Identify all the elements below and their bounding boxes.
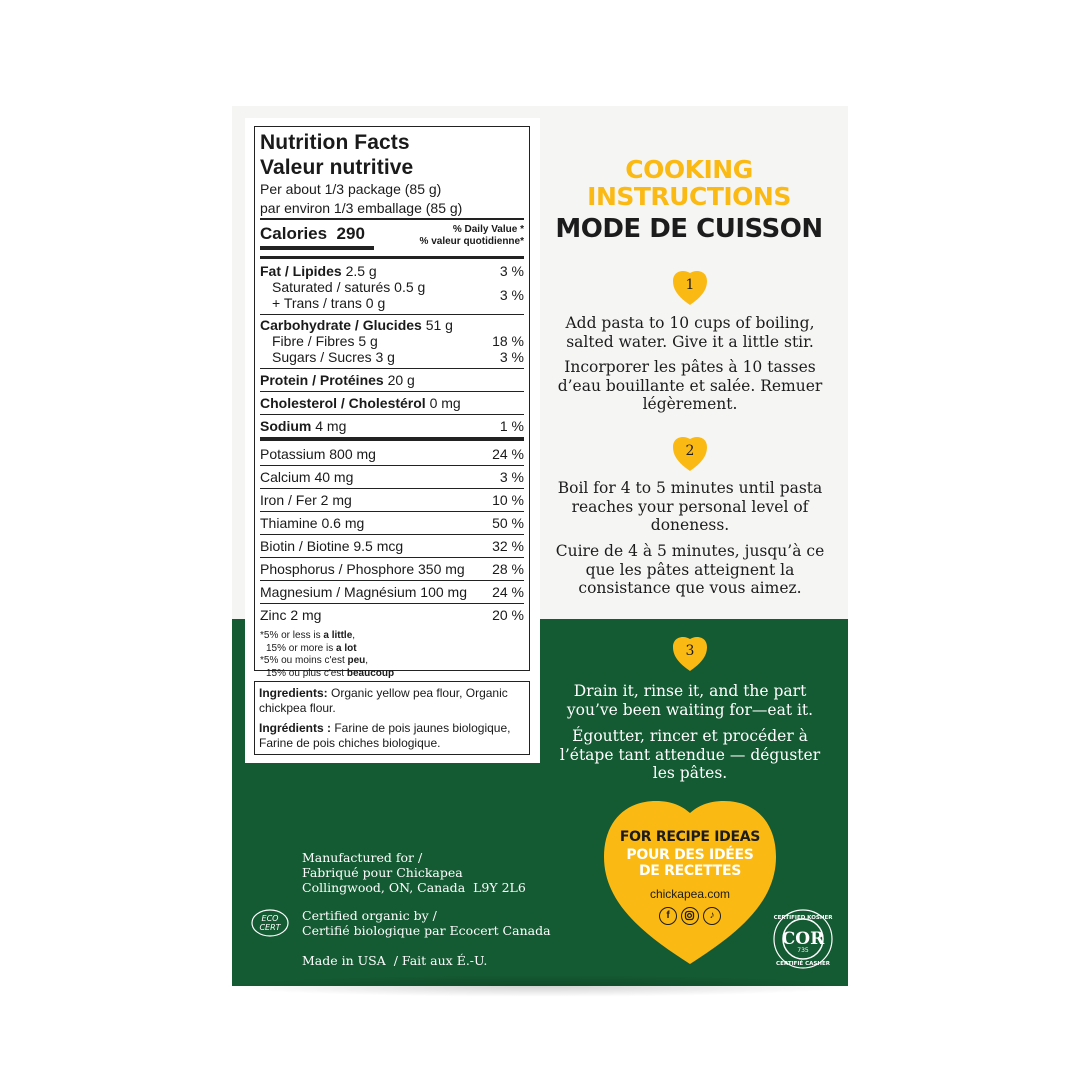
- footnote-bold: beaucoup: [346, 667, 395, 679]
- cooking-title-fr: MODE DE CUISSON: [555, 214, 823, 244]
- ingredients-fr-label: Ingrédients :: [259, 721, 332, 735]
- made-in: Made in USA / Fait aux É.-U.: [302, 953, 488, 968]
- daily-value-footnote: *5% or less is a little, 15% or more is a lot *5% ou moins c'est peu, 15% ou plus c'est beaucoup: [260, 630, 395, 679]
- fibre-label: Fibre / Fibres 5 g: [272, 333, 378, 349]
- sodium-row: [260, 415, 524, 441]
- cooking-instructions-title: [538, 156, 840, 244]
- carb-label: Carbohydrate / Glucides: [260, 317, 422, 333]
- daily-value-fr: % valeur quotidienne*: [419, 236, 524, 247]
- mineral-label: Zinc 2 mg: [260, 607, 322, 623]
- step-1-fr: Incorporer les pâtes à 10 tasses d’eau bouillante et salée. Remuer légèrement.: [557, 358, 823, 413]
- instagram-icon[interactable]: [681, 907, 699, 925]
- step-3-number: 3: [685, 643, 695, 659]
- step-1-en: Add pasta to 10 cups of boiling, salted water. Give it a little stir.: [565, 314, 815, 351]
- footnote-bold: a lot: [336, 642, 357, 654]
- mineral-row: [260, 512, 524, 535]
- ingredients-en-label: Ingredients:: [259, 686, 328, 700]
- fat-group: [260, 259, 524, 315]
- daily-value-header: [420, 224, 524, 248]
- mineral-pct: 24 %: [492, 446, 524, 462]
- ingredients-fr-text: Farine de pois jaunes biologique, Farine de pois chiches biologique.: [259, 721, 511, 750]
- certification-line: Certified organic by /: [302, 908, 437, 923]
- mineral-label: Potassium 800 mg: [260, 446, 376, 462]
- cholesterol-value: 0 mg: [429, 395, 461, 411]
- recipe-line-en: FOR RECIPE IDEAS: [619, 829, 761, 845]
- manufacturer-line: Manufactured for /: [302, 850, 423, 865]
- sugars-row: [260, 349, 524, 365]
- svg-text:ECO: ECO: [261, 914, 279, 923]
- calories-row: [260, 220, 524, 256]
- ingredients-en: [259, 686, 525, 716]
- step-3-en: Drain it, rinse it, and the part you’ve been waiting for—eat it.: [566, 682, 814, 719]
- nutrition-title-en: Nutrition Facts: [260, 131, 410, 154]
- footnote-bold: peu: [347, 655, 366, 666]
- sodium-pct: 1 %: [499, 418, 524, 434]
- organic-certification: [302, 908, 551, 938]
- step-2-number: 2: [685, 443, 695, 459]
- mineral-pct: 50 %: [492, 515, 524, 531]
- package-back-panel: [232, 106, 848, 986]
- facebook-icon[interactable]: f: [659, 907, 677, 925]
- fat-label: Fat / Lipides: [260, 263, 342, 279]
- website-link[interactable]: chickapea.com: [649, 887, 731, 901]
- protein-value: 20 g: [387, 372, 415, 388]
- fibre-pct: 18 %: [492, 333, 524, 349]
- svg-text:CERT: CERT: [259, 923, 281, 932]
- serving-size-fr: par environ 1/3 emballage (85 g): [260, 200, 463, 216]
- recipe-line-fr-2: DE RECETTES: [638, 863, 741, 879]
- fat-pct: 3 %: [499, 263, 524, 279]
- mineral-row: [260, 535, 524, 558]
- fat-row: [260, 263, 524, 279]
- mineral-pct: 10 %: [492, 492, 524, 508]
- mineral-label: Thiamine 0.6 mg: [260, 515, 365, 531]
- cooking-title-en-2: INSTRUCTIONS: [587, 182, 791, 211]
- svg-text:CERTIFIED KOSHER: CERTIFIED KOSHER: [773, 915, 833, 921]
- trans-row: [260, 295, 425, 311]
- mineral-pct: 28 %: [492, 561, 524, 577]
- ingredients-fr: [259, 721, 525, 751]
- tiktok-icon[interactable]: ♪: [703, 907, 721, 925]
- step-2-en: Boil for 4 to 5 minutes until pasta reaches your personal level of doneness.: [557, 479, 823, 534]
- manufacturer-address: Collingwood, ON, Canada L9Y 2L6: [302, 880, 526, 895]
- sugars-label: Sugars / Sucres 3 g: [272, 349, 395, 365]
- carb-row: [260, 317, 524, 333]
- mineral-label: Calcium 40 mg: [260, 469, 354, 485]
- step-2-fr: Cuire de 4 à 5 minutes, jusqu’à ce que les pâtes atteignent la consistance que vous aimez.: [555, 542, 825, 597]
- manufacturer-info: [302, 850, 526, 895]
- mineral-row: [260, 604, 524, 626]
- mineral-label: Magnesium / Magnésium 100 mg: [260, 584, 467, 600]
- cholesterol-label: Cholesterol / Cholestérol: [260, 395, 426, 411]
- serving-size-en: Per about 1/3 package (85 g): [260, 181, 442, 197]
- panel-shadow: [222, 975, 858, 997]
- ecocert-logo-icon: [250, 906, 290, 940]
- daily-value-en: % Daily Value *: [452, 224, 524, 235]
- calories: Calories 290: [260, 224, 365, 243]
- recipe-heart-icon: [604, 801, 776, 966]
- mineral-label: Biotin / Biotine 9.5 mcg: [260, 538, 404, 554]
- cholesterol-row: [260, 392, 524, 415]
- recipe-ideas-badge: [604, 801, 776, 966]
- sat-trans-pct: 3 %: [499, 287, 524, 303]
- trans-label: + Trans / trans 0 g: [272, 295, 386, 311]
- ingredients-box: [254, 681, 530, 755]
- recipe-line-fr-1: POUR DES IDÉES: [626, 847, 754, 863]
- fibre-row: [260, 333, 524, 349]
- manufacturer-line: Fabriqué pour Chickapea: [302, 865, 463, 880]
- saturated-label: Saturated / saturés 0.5 g: [272, 279, 426, 295]
- footnote-text: *5% or less is: [260, 630, 324, 641]
- mineral-pct: 20 %: [492, 607, 524, 623]
- calories-bar: [260, 246, 374, 250]
- certification-line: Certifié biologique par Ecocert Canada: [302, 923, 551, 938]
- svg-text:CERTIFIÉ CASHER: CERTIFIÉ CASHER: [776, 961, 830, 967]
- mineral-row: [260, 489, 524, 512]
- ingredients-en-text: Organic yellow pea flour, Organic chickpea flour.: [259, 686, 508, 715]
- protein-label: Protein / Protéines: [260, 372, 384, 388]
- footnote-text: 15% or more is: [266, 642, 337, 654]
- footnote-text: *5% ou moins c'est: [260, 655, 348, 666]
- mineral-row: [260, 441, 524, 466]
- fat-value: 2.5 g: [345, 263, 377, 279]
- sugars-pct: 3 %: [499, 349, 524, 365]
- recipe-line-fr: [604, 847, 776, 879]
- svg-text:735: 735: [797, 947, 809, 954]
- cooking-title-en-1: COOKING: [625, 155, 753, 184]
- nutrition-title-fr: Valeur nutritive: [260, 156, 414, 179]
- mineral-label: Phosphorus / Phosphore 350 mg: [260, 561, 465, 577]
- mineral-pct: 32 %: [492, 538, 524, 554]
- mineral-pct: 3 %: [499, 469, 524, 485]
- svg-text:COR: COR: [781, 929, 825, 949]
- step-1-number: 1: [685, 277, 695, 293]
- mineral-label: Iron / Fer 2 mg: [260, 492, 352, 508]
- footnote-bold: a little: [323, 630, 353, 641]
- nutrition-facts-table: [254, 126, 530, 679]
- kosher-cor-logo-icon: [772, 908, 834, 970]
- mineral-row: [260, 558, 524, 581]
- mineral-pct: 24 %: [492, 584, 524, 600]
- mineral-row: [260, 581, 524, 604]
- footnote-text: 15% ou plus c'est: [266, 667, 347, 679]
- protein-row: [260, 369, 524, 392]
- step-3-fr: Égoutter, rincer et procéder à l’étape tant attendue — déguster les pâtes.: [559, 727, 821, 782]
- sodium-value: 4 mg: [315, 418, 347, 434]
- mineral-row: [260, 466, 524, 489]
- carb-value: 51 g: [425, 317, 453, 333]
- sodium-label: Sodium: [260, 418, 312, 434]
- saturated-row: [260, 279, 425, 295]
- carbohydrate-group: [260, 315, 524, 369]
- minerals-list: [260, 441, 524, 626]
